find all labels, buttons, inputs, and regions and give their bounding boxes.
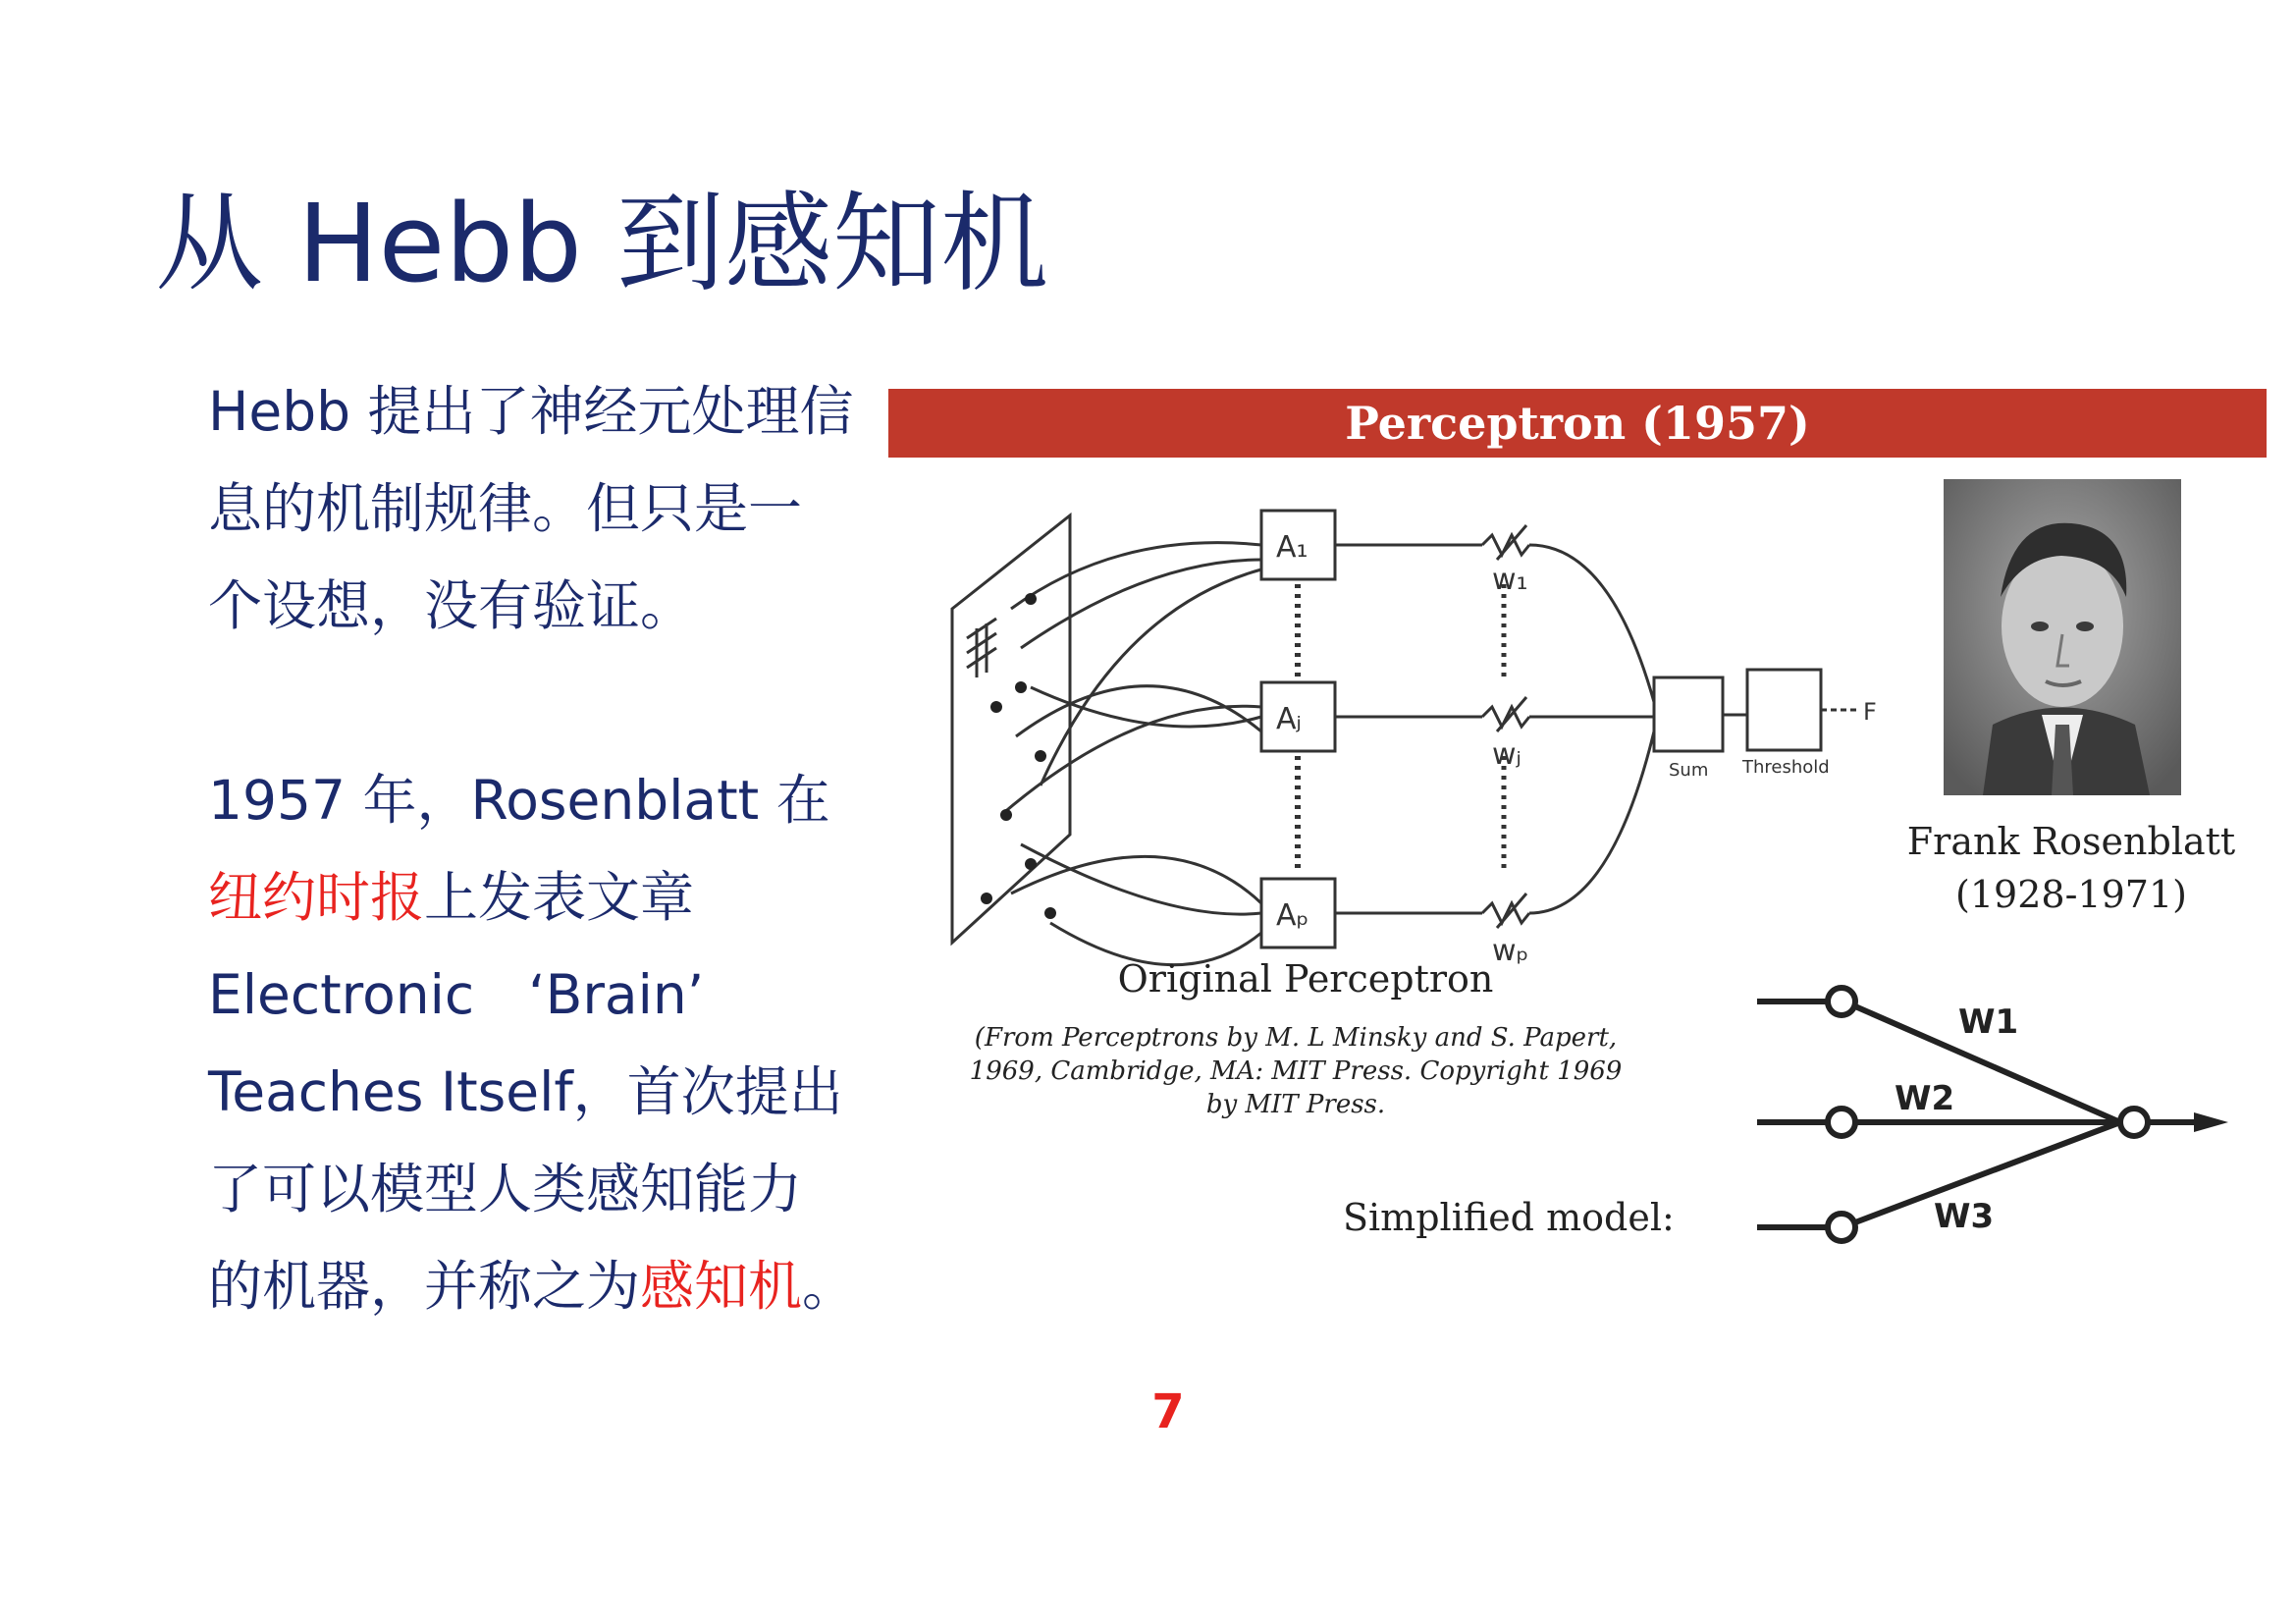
wj-resistor — [1482, 697, 1529, 731]
retina-panel — [952, 515, 1070, 943]
highlight-perceptron: 感知机 — [640, 1255, 803, 1318]
simplified-model-label: Simplified model: — [1343, 1196, 1675, 1239]
paragraph-2-text: 的机器，并称之为 — [208, 1255, 641, 1318]
photo-caption — [1865, 815, 2277, 921]
weight-label-w3: W3 — [1934, 1197, 1995, 1236]
retina-dot — [1035, 750, 1046, 762]
portrait-illustration — [1944, 479, 2181, 795]
paragraph-1-line: 息的机制规律。但只是一 — [208, 477, 803, 540]
retina-grid — [967, 619, 996, 677]
photo-caption-years: (1928-1971) — [1955, 873, 2187, 916]
highlight-nyt: 纽约时报 — [208, 866, 425, 929]
input-node — [1828, 1109, 1855, 1136]
label-sum: Sum — [1669, 760, 1709, 781]
photo-caption-name: Frank Rosenblatt — [1906, 820, 2236, 863]
label-ap: Aₚ — [1276, 898, 1309, 933]
source-line: (From Perceptrons by M. L Minsky and S. Papert, — [974, 1023, 1618, 1053]
w-to-sum — [1529, 545, 1654, 702]
paragraph-2-line: Teaches Itself，首次提出 — [208, 1060, 843, 1123]
paragraph-gap — [208, 655, 915, 752]
portrait-photo — [1944, 479, 2181, 795]
input-node — [1828, 988, 1855, 1015]
source-line: 1969, Cambridge, MA: MIT Press. Copyright 1969 — [969, 1056, 1623, 1086]
wp-resistor — [1482, 893, 1529, 928]
source-line: by MIT Press. — [1205, 1090, 1386, 1119]
retina-wire — [1021, 844, 1261, 914]
retina-dot — [981, 893, 992, 904]
banner-title: Perceptron (1957) — [1345, 397, 1810, 450]
original-perceptron-caption: Original Perceptron — [1117, 957, 1494, 1001]
retina-dot — [1025, 593, 1037, 605]
paragraph-2-line: 了可以模型人类感知能力 — [208, 1158, 803, 1220]
label-w1: w₁ — [1492, 563, 1528, 597]
weight-label-w1: W1 — [1958, 1002, 2019, 1042]
sum-box — [1654, 677, 1723, 751]
retina-dot — [1015, 681, 1027, 693]
retina-wire — [1011, 543, 1261, 609]
label-wj: wⱼ — [1492, 737, 1522, 772]
simplified-model-diagram — [1747, 972, 2238, 1267]
retina-dot — [1044, 907, 1056, 919]
body-text — [208, 363, 915, 1335]
label-threshold: Threshold — [1742, 757, 1830, 778]
paragraph-2-text: 上发表文章 — [424, 866, 695, 929]
source-citation — [942, 1021, 1649, 1121]
retina-wire — [1041, 569, 1261, 785]
input-node — [1828, 1214, 1855, 1241]
slide-title: 从 Hebb 到感知机 — [155, 181, 1048, 306]
paragraph-1-line: 个设想，没有验证。 — [208, 574, 695, 637]
retina-wire — [1021, 560, 1261, 648]
figure-banner — [888, 389, 2267, 458]
page-number: 7 — [1151, 1384, 1185, 1439]
retina-dot — [990, 701, 1002, 713]
label-wp: wₚ — [1492, 934, 1529, 968]
weight-label-w2: W2 — [1895, 1079, 1955, 1118]
paragraph-2-line — [208, 1238, 915, 1335]
retina-dot — [1025, 858, 1037, 870]
paragraph-2-line — [208, 849, 915, 947]
label-output: F — [1863, 698, 1877, 726]
output-arrow-icon — [2194, 1112, 2228, 1132]
label-a1: A₁ — [1276, 530, 1308, 565]
paragraph-2-line: Electronic ‘Brain’ — [208, 963, 705, 1026]
retina-dot — [1000, 809, 1012, 821]
paragraph-1-line: Hebb 提出了神经元处理信 — [208, 380, 854, 443]
paragraph-2-text: 。 — [802, 1255, 857, 1318]
w1-resistor — [1482, 525, 1529, 560]
threshold-box — [1747, 670, 1821, 750]
label-aj: Aⱼ — [1276, 702, 1302, 736]
w-to-sum — [1529, 731, 1654, 913]
output-node — [2120, 1109, 2148, 1136]
paragraph-2-line: 1957 年，Rosenblatt 在 — [208, 769, 830, 832]
